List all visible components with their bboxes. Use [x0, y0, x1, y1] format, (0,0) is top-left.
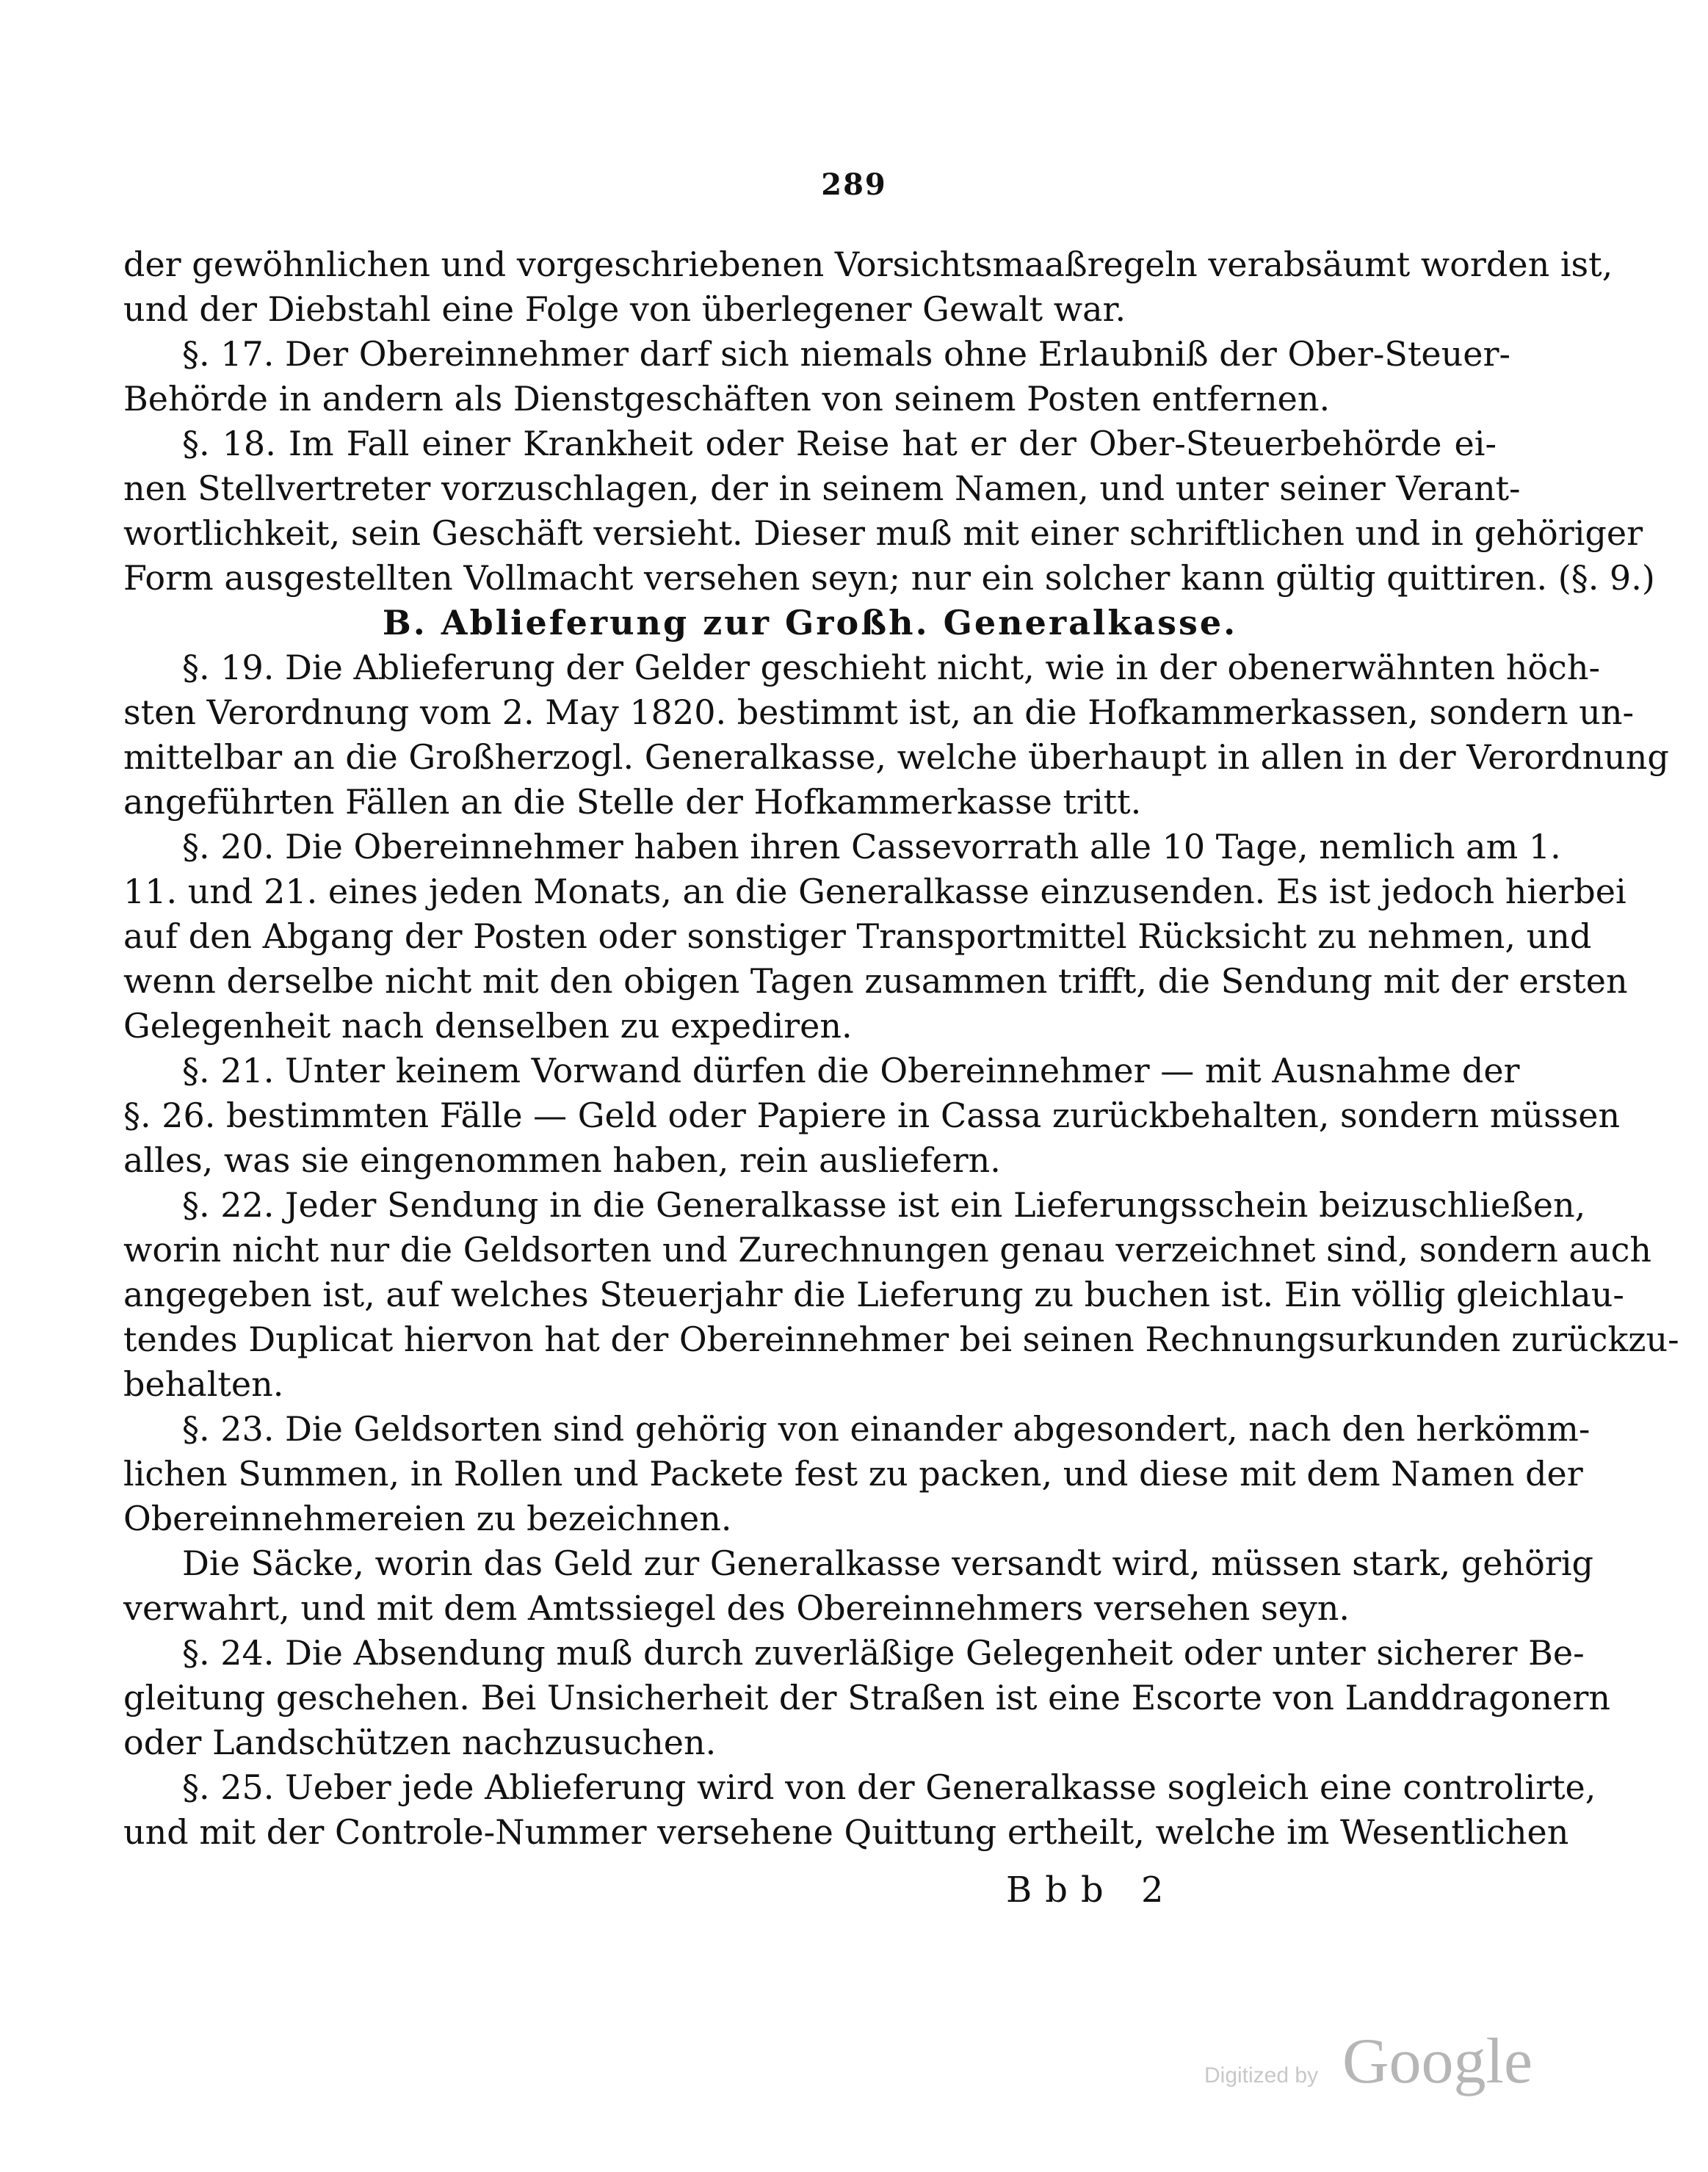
text-line: §. 25. Ueber jede Ablieferung wird von der Generalkasse sogleich eine controlirte,: [182, 1767, 1596, 1807]
text-line: oder Landschützen nachzusuchen.: [123, 1723, 717, 1762]
text-line: nen Stellvertreter vorzuschlagen, der in seinem Namen, und unter seiner Verant-: [123, 468, 1521, 508]
printer-signature-mark: Bbb 2: [1006, 1869, 1177, 1911]
page-number: 289: [821, 167, 887, 202]
text-line: sten Verordnung vom 2. May 1820. bestimmt ist, an die Hofkammerkassen, sondern un-: [123, 692, 1635, 732]
text-line: Form ausgestellten Vollmacht versehen seyn; nur ein solcher kann gültig quittiren. (§. 9.): [123, 558, 1655, 598]
text-line: lichen Summen, in Rollen und Packete fest zu packen, und diese mit dem Namen der: [123, 1454, 1583, 1494]
watermark-prefix: Digitized by: [1204, 2063, 1319, 2088]
body-text: [123, 242, 1679, 1855]
section-heading: B. Ablieferung zur Großh. Generalkasse.: [382, 603, 1238, 642]
text-line: §. 20. Die Obereinnehmer haben ihren Cassevorrath alle 10 Tage, nemlich am 1.: [182, 827, 1561, 866]
google-logo: Google: [1342, 2026, 1533, 2097]
text-line: Obereinnehmereien zu bezeichnen.: [123, 1499, 732, 1538]
text-line: angegeben ist, auf welches Steuerjahr die Lieferung zu buchen ist. Ein völlig gleichlau-: [123, 1275, 1624, 1314]
text-line: angeführten Fällen an die Stelle der Hofkammerkasse tritt.: [123, 782, 1142, 822]
text-line: Die Säcke, worin das Geld zur Generalkasse versandt wird, müssen stark, gehörig: [182, 1543, 1593, 1583]
text-line: 11. und 21. eines jeden Monats, an die Generalkasse einzusenden. Es ist jedoch hierbei: [123, 872, 1626, 911]
text-line: und der Diebstahl eine Folge von überlegener Gewalt war.: [123, 289, 1126, 329]
text-line: und mit der Controle-Nummer versehene Quittung ertheilt, welche im Wesentlichen: [123, 1812, 1569, 1852]
text-line: tendes Duplicat hiervon hat der Obereinnehmer bei seinen Rechnungsurkunden zurückzu-: [123, 1320, 1679, 1359]
text-line: Behörde in andern als Dienstgeschäften von seinem Posten entfernen.: [123, 379, 1331, 419]
text-line: wenn derselbe nicht mit den obigen Tagen zusammen trifft, die Sendung mit der ersten: [123, 961, 1628, 1001]
text-line: der gewöhnlichen und vorgeschriebenen Vorsichtsmaaßregeln verabsäumt worden ist,: [123, 245, 1613, 284]
text-line: §. 26. bestimmten Fälle — Geld oder Papiere in Cassa zurückbehalten, sondern müssen: [123, 1096, 1621, 1135]
text-line: §. 23. Die Geldsorten sind gehörig von einander abgesondert, nach den herkömm-: [182, 1409, 1591, 1449]
text-line: verwahrt, und mit dem Amtssiegel des Obereinnehmers versehen seyn.: [123, 1588, 1350, 1628]
text-line: behalten.: [123, 1364, 284, 1404]
text-line: §. 21. Unter keinem Vorwand dürfen die Obereinnehmer — mit Ausnahme der: [182, 1051, 1520, 1090]
text-line: worin nicht nur die Geldsorten und Zurechnungen genau verzeichnet sind, sondern auch: [123, 1230, 1651, 1270]
text-line: §. 24. Die Absendung muß durch zuverläßige Gelegenheit oder unter sicherer Be-: [182, 1633, 1585, 1673]
digitization-watermark: [1204, 2018, 1557, 2099]
text-line: wortlichkeit, sein Geschäft versieht. Dieser muß mit einer schriftlichen und in gehöriger: [123, 513, 1643, 553]
text-line: §. 19. Die Ablieferung der Gelder geschieht nicht, wie in der obenerwähnten höch-: [182, 648, 1600, 687]
text-line: §. 22. Jeder Sendung in die Generalkasse ist ein Lieferungsschein beizuschließen,: [182, 1185, 1586, 1225]
text-line: Gelegenheit nach denselben zu expediren.: [123, 1006, 853, 1046]
text-line: gleitung geschehen. Bei Unsicherheit der Straßen ist eine Escorte von Landdragonern: [123, 1678, 1610, 1717]
text-line: §. 17. Der Obereinnehmer darf sich niemals ohne Erlaubniß der Ober-Steuer-: [182, 334, 1511, 374]
text-line: alles, was sie eingenommen haben, rein ausliefern.: [123, 1140, 1001, 1180]
text-line: mittelbar an die Großherzogl. Generalkasse, welche überhaupt in allen in der Verordnung: [123, 737, 1669, 777]
text-line: auf den Abgang der Posten oder sonstiger Transportmittel Rücksicht zu nehmen, und: [123, 916, 1592, 956]
text-line: §. 18. Im Fall einer Krankheit oder Reise hat er der Ober-Steuerbehörde ei-: [182, 424, 1497, 463]
